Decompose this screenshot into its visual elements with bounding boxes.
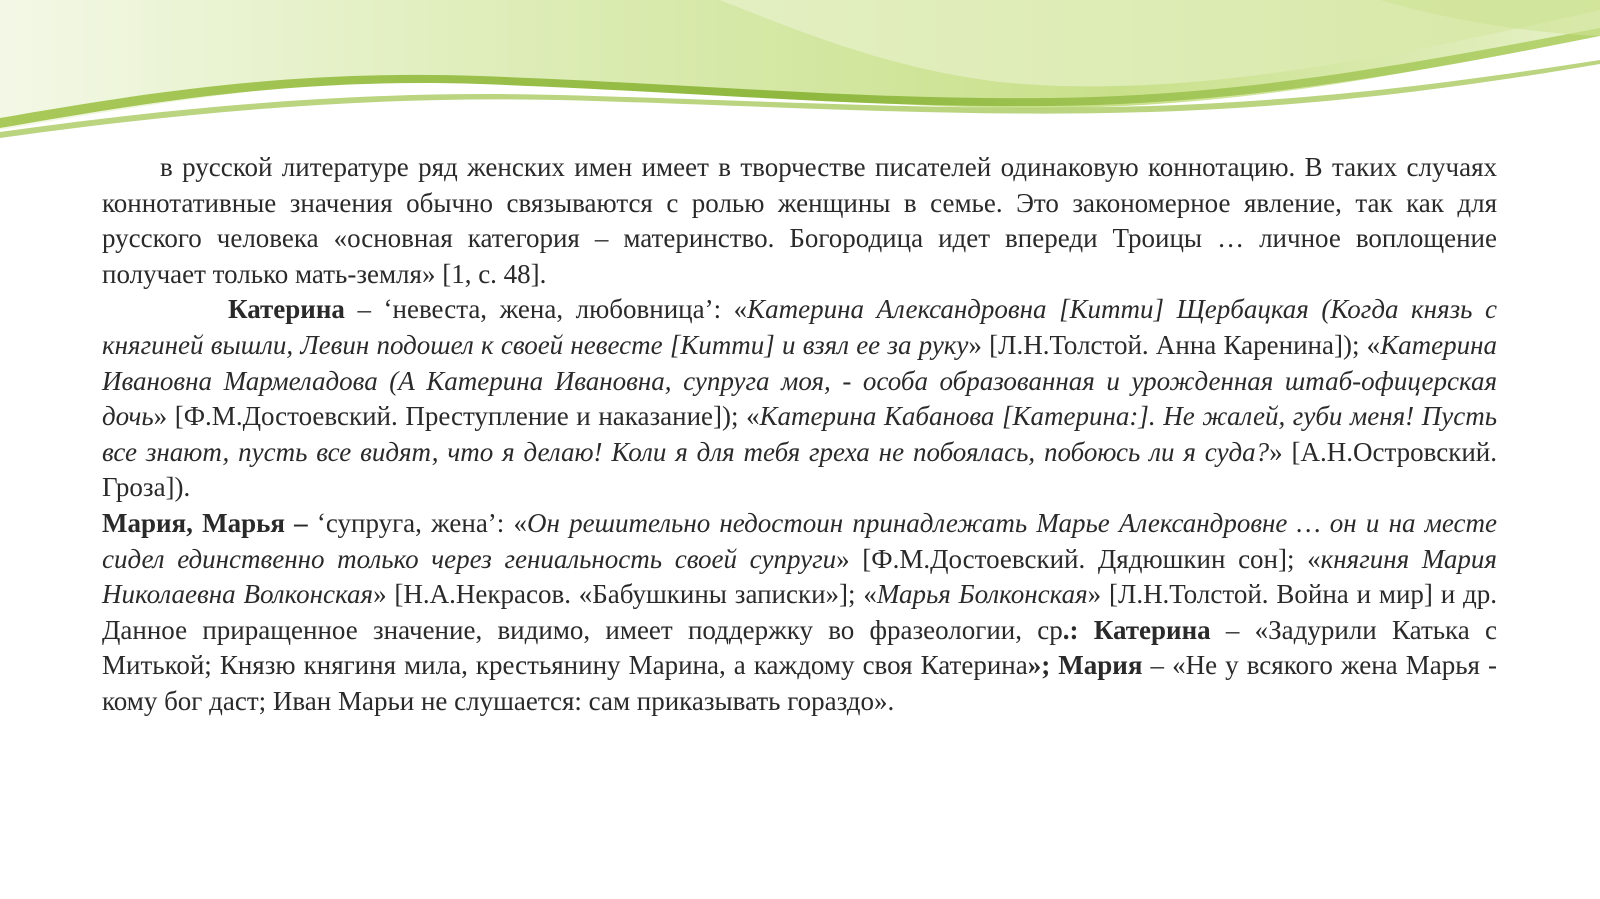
proverb-katerina: – «Задурили Катька с Митькой; Князю княгиня мила, крестьянину Марина, а каждому своя Катерина [102,614,1497,681]
headword-maria: Мария, Марья – [102,507,308,538]
quote-marmeladova: Катерина Ивановна Мармеладова (А Катерина Ивановна, супруга моя, - особа образованная и урожденная штаб-офицерская дочь [102,329,1497,432]
quote-bolkonskaya: Марья Болконская [876,579,1088,610]
cf-headword-katerina: Катерина [1078,614,1211,645]
source-war-and-peace: » [Л.Н.Толстой. Война и мир] и др. Данное приращенное значение, видимо, имеет поддержку во фразеологии, ср [102,579,1498,645]
paragraph-intro [102,150,1497,292]
source-dyadyushkin-son: » [Ф.М.Достоевский. Дядюшкин сон]; « [836,543,1321,574]
source-anna-karenina: » [Л.Н.Толстой. Анна Каренина]); « [968,329,1381,360]
source-babushkiny-zapiski: » [Н.А.Некрасов. «Бабушкины записки»]; « [373,579,877,610]
source-crime-and-punishment: » [Ф.М.Достоевский. Преступление и наказание]); « [153,401,760,432]
main-text-body [102,150,1497,720]
katerina-gloss: – ‘невеста, жена, любовница’: « [344,294,748,325]
proverb-maria: – «Не у всякого жена Марья - кому бог даст; Иван Марьи не слушается: сам приказывать гораздо». [102,650,1497,716]
cf-headword-maria: »; Мария [1027,650,1143,681]
intro-text: в русской литературе ряд женских имен имеет в творчестве писателей одинаковую коннотацию. В таких случаях коннотативные значения обычно связываются с ролью женщины в семье. Это закономерное явление, так как для русского человека «основная категория – материнство. Богородица идет впереди Троицы … личное воплощение получает только мать-земля» [1, с. 48]. [102,152,1497,289]
quote-kabanova: Катерина Кабанова [Катерина:]. Не жалей, губи меня! Пусть все знают, пусть все видят, что я делаю! Коли я для тебя греха не побоялась, побоюсь ли я суда? [102,401,1497,467]
green-wave-header-decoration [0,0,1600,150]
paragraph-katerina [102,292,1497,506]
quote-volkonskaya: княгиня Мария Николаевна Волконская [102,543,1497,610]
cf-colon: .: [1062,614,1079,645]
paragraph-maria [102,506,1497,720]
quote-tolstoy-kitty: Катерина Александровна [Китти] Щербацкая (Когда князь с княгиней вышли, Левин подошел к своей невесте [Китти] и взял ее за руку [102,294,1497,360]
source-groza: » [А.Н.Островский. Гроза]). [102,436,1497,503]
quote-dyadyushkin-son: Он решительно недостоин принадлежать Марье Александровне … он и на месте сидел единственно только через гениальность своей супруги [102,507,1497,574]
maria-gloss: ‘супруга, жена’: « [307,507,527,538]
headword-katerina: Катерина [228,294,345,325]
